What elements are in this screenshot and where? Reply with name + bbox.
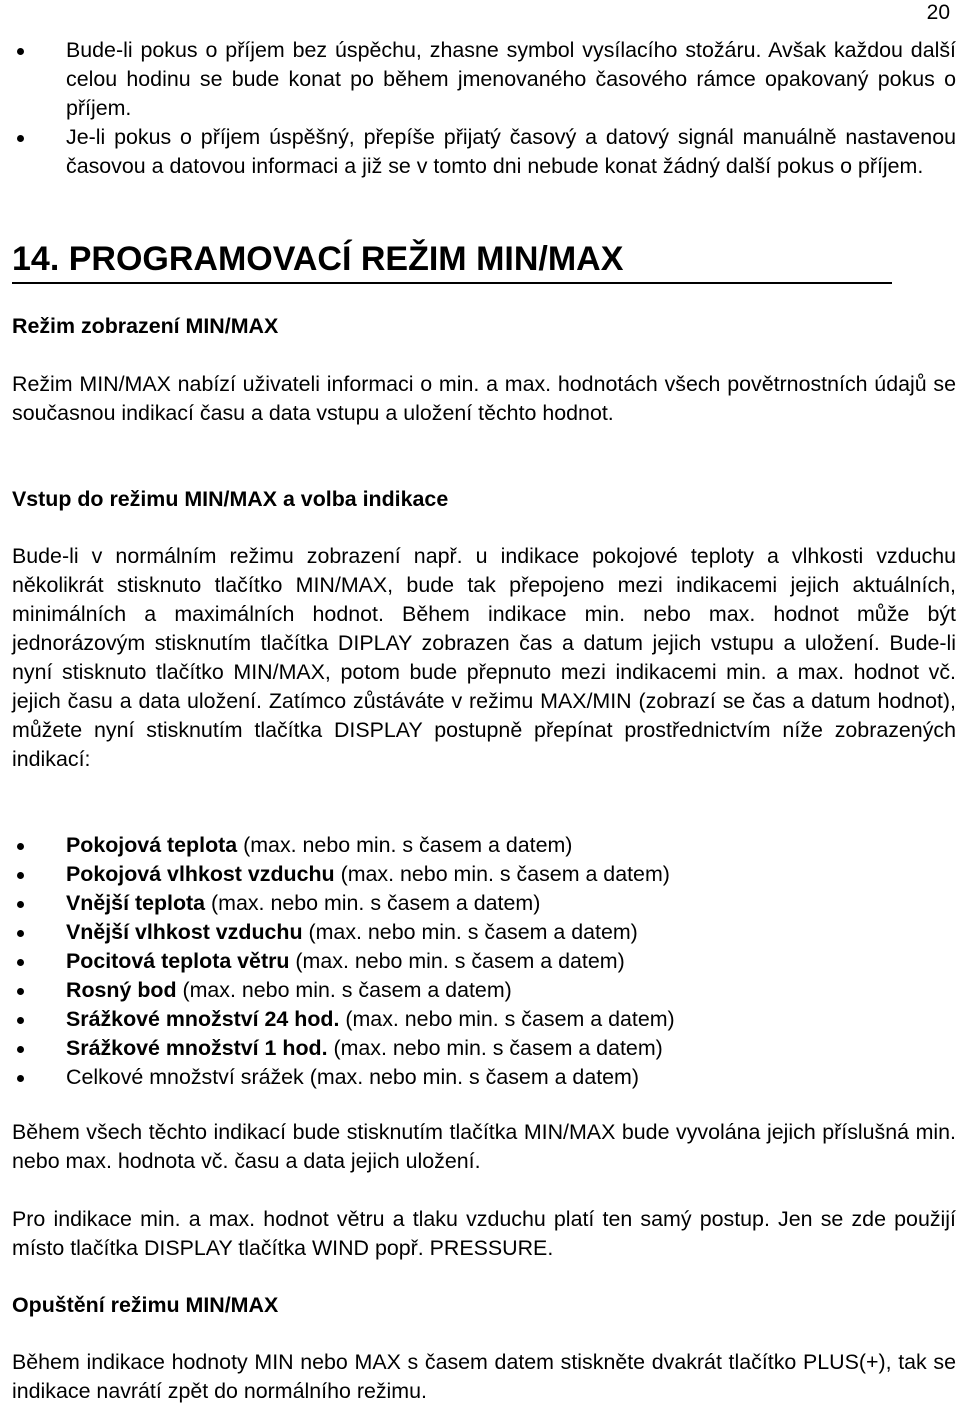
- indication-detail: (max. nebo min. s časem a datem): [327, 1036, 663, 1060]
- indication-detail: (max. nebo min. s časem a datem): [289, 949, 625, 973]
- indication-name: Vnější vlhkost vzduchu: [66, 920, 303, 944]
- list-item: Je-li pokus o příjem úspěšný, přepíše přijatý časový a datový signál manuálně nastavenou časovou a datovou informaci a již se v tomto dni nebude konat žádný další pokus o příjem.: [12, 123, 956, 181]
- indication-name: Vnější teplota: [66, 891, 206, 915]
- indication-detail: (max. nebo min. s časem a datem): [339, 1007, 675, 1031]
- list-item: [12, 860, 956, 889]
- indication-detail: (max. nebo min. s časem a datem): [302, 920, 638, 944]
- intro-bullet-list: [12, 36, 956, 181]
- list-item: [12, 1005, 956, 1034]
- indication-name: Srážkové množství 1 hod.: [66, 1036, 328, 1060]
- list-item: [12, 947, 956, 976]
- list-item: [12, 918, 956, 947]
- paragraph-enter-mode: Bude-li v normálním režimu zobrazení např. u indikace pokojové teploty a vlhkosti vzduchu několikrát stisknuto tlačítko MIN/MAX, bude tak přepojeno mezi indikacemi jejich aktuálních, minimálních a maximálních hodnot. Během indikace min. nebo max. hodnot může být jednorázovým stisknutím tlačítka DIPLAY zobrazen čas a datum jejich vstupu a uložení. Bude-li nyní stisknuto tlačítko MIN/MAX, potom bude přepnuto mezi indikacemi min. a max. hodnot vč. jejich času a data uložení. Zatímco zůstáváte v režimu MAX/MIN (zobrazí se čas a datum hodnot), můžete nyní stisknutím tlačítka DISPLAY postupně přepínat prostřednictvím níže zobrazených indikací:: [12, 544, 956, 771]
- indication-name: Pokojová teplota: [66, 833, 238, 857]
- paragraph-after-list: Během všech těchto indikací bude stisknutím tlačítka MIN/MAX bude vyvolána jejich příslušná min. nebo max. hodnota vč. času a data jejich uložení.: [12, 1120, 956, 1173]
- indication-detail: (max. nebo min. s časem a datem): [334, 862, 670, 886]
- list-item: Bude-li pokus o příjem bez úspěchu, zhasne symbol vysílacího stožáru. Avšak každou další celou hodinu se bude konat po během jmenovaného časového rámce opakovaný pokus o příjem.: [12, 36, 956, 123]
- indication-detail: (max. nebo min. s časem a datem): [176, 978, 512, 1002]
- paragraph-display-mode: Režim MIN/MAX nabízí uživateli informaci o min. a max. hodnotách všech povětrnostních údajů se současnou indikací času a data vstupu a uložení těchto hodnot.: [12, 372, 956, 425]
- subheading-exit-mode: Opuštění režimu MIN/MAX: [12, 1293, 279, 1317]
- list-item: [12, 889, 956, 918]
- page-number: 20: [926, 1, 950, 24]
- paragraph-wind-pressure: Pro indikace min. a max. hodnot větru a tlaku vzduchu platí ten samý postup. Jen se zde použijí místo tlačítka DISPLAY tlačítka WIND popř. PRESSURE.: [12, 1207, 956, 1260]
- indication-detail: (max. nebo min. s časem a datem): [205, 891, 541, 915]
- section-heading: 14. PROGRAMOVACÍ REŽIM MIN/MAX: [12, 236, 892, 284]
- indications-list: [12, 831, 956, 1092]
- indication-name: Rosný bod: [66, 978, 177, 1002]
- subheading-display-mode: Režim zobrazení MIN/MAX: [12, 314, 279, 338]
- list-item: [12, 1063, 956, 1092]
- indication-name: Pocitová teplota větru: [66, 949, 290, 973]
- indication-detail: Celkové množství srážek (max. nebo min. s časem a datem): [66, 1065, 639, 1089]
- paragraph-exit-mode: Během indikace hodnoty MIN nebo MAX s časem datem stiskněte dvakrát tlačítko PLUS(+), tak se indikace navrátí zpět do normálního režimu.: [12, 1350, 956, 1403]
- list-item: [12, 831, 956, 860]
- indication-name: Pokojová vlhkost vzduchu: [66, 862, 335, 886]
- list-item: [12, 1034, 956, 1063]
- subheading-enter-mode: Vstup do režimu MIN/MAX a volba indikace: [12, 487, 449, 511]
- indication-detail: (max. nebo min. s časem a datem): [237, 833, 573, 857]
- list-item: [12, 976, 956, 1005]
- indication-name: Srážkové množství 24 hod.: [66, 1007, 340, 1031]
